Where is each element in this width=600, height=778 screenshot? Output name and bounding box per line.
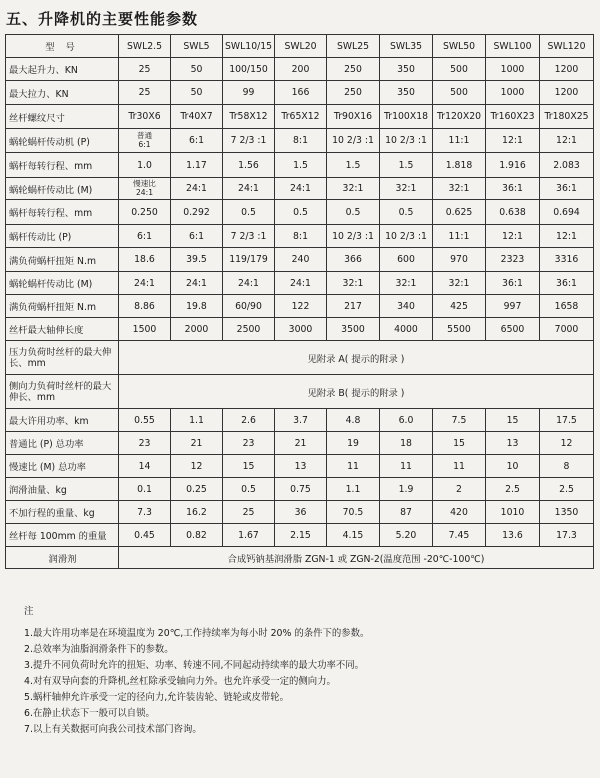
table-cell: 1010 [486, 501, 540, 524]
spec-table [5, 34, 594, 569]
row-label: 满负荷蜗杆扭矩 N.m [6, 295, 119, 318]
table-cell: 350 [380, 81, 433, 105]
table-cell: 2 [433, 478, 486, 501]
model-header: SWL100 [486, 35, 540, 58]
appendix-row [6, 341, 594, 375]
table-row [6, 248, 594, 272]
lubricant-value: 合成钙钠基润滑脂 ZGN-1 或 ZGN-2(温度范围 -20℃-100℃) [119, 547, 594, 569]
table-cell: 7.3 [119, 501, 171, 524]
table-cell: 0.292 [171, 200, 223, 225]
table-cell: 0.5 [223, 200, 275, 225]
table-cell: 2500 [223, 318, 275, 341]
table-cell: 15 [486, 409, 540, 432]
table-row [6, 318, 594, 341]
note-item: 2.总效率为油脂润滑条件下的参数。 [24, 644, 174, 655]
table-cell: 0.55 [119, 409, 171, 432]
table-cell: 3500 [327, 318, 380, 341]
table-cell: 1350 [540, 501, 594, 524]
table-cell: 6:1 [171, 225, 223, 248]
table-cell: 10 2/3 :1 [380, 129, 433, 153]
table-cell: 7 2/3 :1 [223, 225, 275, 248]
table-cell: 24:1 [275, 272, 327, 295]
appendix-row [6, 375, 594, 409]
table-cell: 11:1 [433, 225, 486, 248]
table-cell: 970 [433, 248, 486, 272]
table-cell: 1.1 [171, 409, 223, 432]
table-cell: 250 [327, 58, 380, 81]
row-label: 丝杆每 100mm 的重量 [6, 524, 119, 547]
table-cell: 1.916 [486, 153, 540, 178]
table-cell: 1000 [486, 81, 540, 105]
table-cell: 32:1 [380, 178, 433, 200]
note-item: 7.以上有关数据可向我公司技术部门咨询。 [24, 724, 202, 735]
table-cell: 8:1 [275, 129, 327, 153]
table-cell: 36:1 [486, 272, 540, 295]
table-cell: 4.15 [327, 524, 380, 547]
table-cell: 340 [380, 295, 433, 318]
table-cell: 1.1 [327, 478, 380, 501]
table-cell: 3.7 [275, 409, 327, 432]
table-cell: 12 [171, 455, 223, 478]
table-cell: 8.86 [119, 295, 171, 318]
model-header: SWL10/15 [223, 35, 275, 58]
table-cell: 1.5 [380, 153, 433, 178]
table-cell: Tr90X16 [327, 105, 380, 129]
model-header: SWL35 [380, 35, 433, 58]
table-cell: 420 [433, 501, 486, 524]
row-label: 蜗轮蜗杆传动比 (M) [6, 178, 119, 200]
table-cell: 15 [433, 432, 486, 455]
table-row [6, 272, 594, 295]
table-cell: 2.5 [540, 478, 594, 501]
model-header: SWL120 [540, 35, 594, 58]
table-cell: 24:1 [223, 272, 275, 295]
row-label: 最大拉力、KN [6, 81, 119, 105]
table-row [6, 295, 594, 318]
table-cell: 1200 [540, 81, 594, 105]
table-cell: 0.5 [223, 478, 275, 501]
table-cell: 119/179 [223, 248, 275, 272]
table-row [6, 58, 594, 81]
table-cell: 0.82 [171, 524, 223, 547]
table-cell: 32:1 [380, 272, 433, 295]
table-cell: 24:1 [275, 178, 327, 200]
table-cell: 7.5 [433, 409, 486, 432]
table-cell: Tr100X18 [380, 105, 433, 129]
table-cell: 600 [380, 248, 433, 272]
table-cell: 25 [223, 501, 275, 524]
table-cell: 366 [327, 248, 380, 272]
row-label: 蜗杆每转行程、mm [6, 153, 119, 178]
table-cell: 0.25 [171, 478, 223, 501]
lubricant-row [6, 547, 594, 569]
table-cell: 2.5 [486, 478, 540, 501]
table-row [6, 409, 594, 432]
header-label: 型 号 [6, 35, 119, 58]
table-cell: 18 [380, 432, 433, 455]
table-cell: 19 [327, 432, 380, 455]
table-cell: Tr160X23 [486, 105, 540, 129]
table-cell: 1.5 [327, 153, 380, 178]
table-cell: 1.67 [223, 524, 275, 547]
table-cell: 11 [327, 455, 380, 478]
table-cell: 36:1 [540, 178, 594, 200]
table-cell: 10 [486, 455, 540, 478]
table-cell: 8:1 [275, 225, 327, 248]
row-label: 润滑油量、kg [6, 478, 119, 501]
table-cell: 32:1 [433, 178, 486, 200]
table-cell: Tr40X7 [171, 105, 223, 129]
row-label: 丝杆螺纹尺寸 [6, 105, 119, 129]
table-cell: 17.3 [540, 524, 594, 547]
table-cell: 11:1 [433, 129, 486, 153]
header-row [6, 35, 594, 58]
appendix-reference: 见附录 B( 提示的附录 ) [119, 375, 594, 409]
table-cell: 17.5 [540, 409, 594, 432]
table-cell: 8 [540, 455, 594, 478]
table-row [6, 478, 594, 501]
table-cell: 6:1 [171, 129, 223, 153]
table-cell: 11 [433, 455, 486, 478]
table-cell: 500 [433, 81, 486, 105]
table-cell: 166 [275, 81, 327, 105]
table-row [6, 501, 594, 524]
table-cell: 1.0 [119, 153, 171, 178]
table-cell: 14 [119, 455, 171, 478]
table-cell: 12:1 [486, 129, 540, 153]
table-cell: Tr120X20 [433, 105, 486, 129]
table-cell: 99 [223, 81, 275, 105]
table-cell: Tr180X25 [540, 105, 594, 129]
table-cell: 6500 [486, 318, 540, 341]
table-cell: 0.5 [380, 200, 433, 225]
row-label: 丝杆最大轴伸长度 [6, 318, 119, 341]
table-cell: 36:1 [486, 178, 540, 200]
note-item: 4.对有双导向套的升降机,丝杠除承受轴向力外。也允许承受一定的侧向力。 [24, 676, 336, 687]
table-cell: 21 [171, 432, 223, 455]
table-cell: 1.9 [380, 478, 433, 501]
table-cell: 2.15 [275, 524, 327, 547]
table-cell: 100/150 [223, 58, 275, 81]
spec-table-body [6, 35, 594, 569]
table-cell: 1.5 [275, 153, 327, 178]
table-row [6, 432, 594, 455]
table-cell: 4.8 [327, 409, 380, 432]
table-cell: 23 [119, 432, 171, 455]
table-cell: 24:1 [223, 178, 275, 200]
table-cell: Tr65X12 [275, 105, 327, 129]
table-cell: 0.75 [275, 478, 327, 501]
table-cell: 250 [327, 81, 380, 105]
table-cell: 23 [223, 432, 275, 455]
table-cell: 6:1 [119, 225, 171, 248]
table-row [6, 178, 594, 200]
table-cell: 0.1 [119, 478, 171, 501]
table-cell: 7.45 [433, 524, 486, 547]
table-cell: 50 [171, 81, 223, 105]
table-cell: 24:1 [171, 178, 223, 200]
table-cell: 12:1 [540, 225, 594, 248]
table-cell: 2.6 [223, 409, 275, 432]
table-row [6, 129, 594, 153]
page-title: 五、升降机的主要性能参数 [6, 10, 199, 28]
table-row [6, 153, 594, 178]
table-cell: 普通 6:1 [119, 129, 171, 153]
row-label: 压力负荷时丝杆的最大伸长、mm [6, 341, 119, 375]
note-item: 5.蜗杆轴伸允许承受一定的径向力,允许装齿轮、链轮或皮带轮。 [24, 692, 290, 703]
table-cell: 122 [275, 295, 327, 318]
table-row [6, 455, 594, 478]
notes-heading: 注 [24, 606, 34, 617]
table-cell: 36 [275, 501, 327, 524]
row-label: 最大起升力、KN [6, 58, 119, 81]
table-row [6, 81, 594, 105]
table-row [6, 225, 594, 248]
table-cell: 2323 [486, 248, 540, 272]
table-cell: 1.818 [433, 153, 486, 178]
table-cell: 1.56 [223, 153, 275, 178]
table-cell: Tr30X6 [119, 105, 171, 129]
row-label: 蜗杆传动比 (P) [6, 225, 119, 248]
table-cell: 200 [275, 58, 327, 81]
notes [24, 604, 584, 738]
table-cell: 1200 [540, 58, 594, 81]
table-cell: 0.5 [275, 200, 327, 225]
table-cell: 2000 [171, 318, 223, 341]
table-cell: 60/90 [223, 295, 275, 318]
table-cell: 36:1 [540, 272, 594, 295]
table-cell: 25 [119, 81, 171, 105]
model-header: SWL5 [171, 35, 223, 58]
model-header: SWL20 [275, 35, 327, 58]
table-cell: 1.17 [171, 153, 223, 178]
table-cell: 16.2 [171, 501, 223, 524]
table-cell: 32:1 [327, 272, 380, 295]
table-cell: 3316 [540, 248, 594, 272]
table-cell: 0.250 [119, 200, 171, 225]
note-item: 3.提升不同负荷时允许的扭矩、功率、转速不同,不同起动持续率的最大功率不同。 [24, 660, 365, 671]
model-header: SWL25 [327, 35, 380, 58]
table-cell: 1000 [486, 58, 540, 81]
model-header: SWL2.5 [119, 35, 171, 58]
table-cell: 13.6 [486, 524, 540, 547]
table-cell: 350 [380, 58, 433, 81]
table-cell: 10 2/3 :1 [327, 129, 380, 153]
table-cell: 15 [223, 455, 275, 478]
table-cell: 慢速比 24:1 [119, 178, 171, 200]
table-cell: 5500 [433, 318, 486, 341]
table-cell: 12 [540, 432, 594, 455]
table-cell: 87 [380, 501, 433, 524]
table-cell: 6.0 [380, 409, 433, 432]
table-cell: 425 [433, 295, 486, 318]
table-cell: 0.638 [486, 200, 540, 225]
table-cell: 13 [275, 455, 327, 478]
table-cell: 0.45 [119, 524, 171, 547]
table-row [6, 105, 594, 129]
table-cell: 1500 [119, 318, 171, 341]
table-cell: 0.694 [540, 200, 594, 225]
table-cell: 10 2/3 :1 [327, 225, 380, 248]
table-cell: 7 2/3 :1 [223, 129, 275, 153]
model-header: SWL50 [433, 35, 486, 58]
table-cell: 5.20 [380, 524, 433, 547]
table-cell: 1658 [540, 295, 594, 318]
row-label: 蜗杆每转行程、mm [6, 200, 119, 225]
table-cell: 32:1 [433, 272, 486, 295]
table-cell: 997 [486, 295, 540, 318]
table-cell: 21 [275, 432, 327, 455]
table-cell: 50 [171, 58, 223, 81]
table-cell: 12:1 [486, 225, 540, 248]
table-cell: 70.5 [327, 501, 380, 524]
table-row [6, 524, 594, 547]
table-cell: 2.083 [540, 153, 594, 178]
table-cell: 18.6 [119, 248, 171, 272]
table-cell: 4000 [380, 318, 433, 341]
table-cell: 12:1 [540, 129, 594, 153]
row-label: 润滑剂 [6, 547, 119, 569]
note-item: 1.最大许用功率是在环境温度为 20℃,工作持续率为每小时 20% 的条件下的参数。 [24, 628, 370, 639]
table-cell: 500 [433, 58, 486, 81]
table-cell: 32:1 [327, 178, 380, 200]
row-label: 侧向力负荷时丝杆的最大伸长、mm [6, 375, 119, 409]
row-label: 慢速比 (M) 总功率 [6, 455, 119, 478]
table-cell: 19.8 [171, 295, 223, 318]
table-cell: 240 [275, 248, 327, 272]
table-cell: 24:1 [171, 272, 223, 295]
note-item: 6.在静止状态下一般可以自锁。 [24, 708, 155, 719]
table-cell: Tr58X12 [223, 105, 275, 129]
table-cell: 24:1 [119, 272, 171, 295]
row-label: 最大许用功率、km [6, 409, 119, 432]
table-cell: 0.5 [327, 200, 380, 225]
row-label: 蜗轮蜗杆传动比 (M) [6, 272, 119, 295]
row-label: 蜗轮蜗杆传动机 (P) [6, 129, 119, 153]
row-label: 普通比 (P) 总功率 [6, 432, 119, 455]
row-label: 不加行程的重量、kg [6, 501, 119, 524]
appendix-reference: 见附录 A( 提示的附录 ) [119, 341, 594, 375]
row-label: 满负荷蜗杆扭矩 N.m [6, 248, 119, 272]
table-cell: 10 2/3 :1 [380, 225, 433, 248]
table-cell: 3000 [275, 318, 327, 341]
table-row [6, 200, 594, 225]
table-cell: 7000 [540, 318, 594, 341]
table-cell: 25 [119, 58, 171, 81]
table-cell: 0.625 [433, 200, 486, 225]
table-cell: 39.5 [171, 248, 223, 272]
table-cell: 217 [327, 295, 380, 318]
table-cell: 13 [486, 432, 540, 455]
table-cell: 11 [380, 455, 433, 478]
